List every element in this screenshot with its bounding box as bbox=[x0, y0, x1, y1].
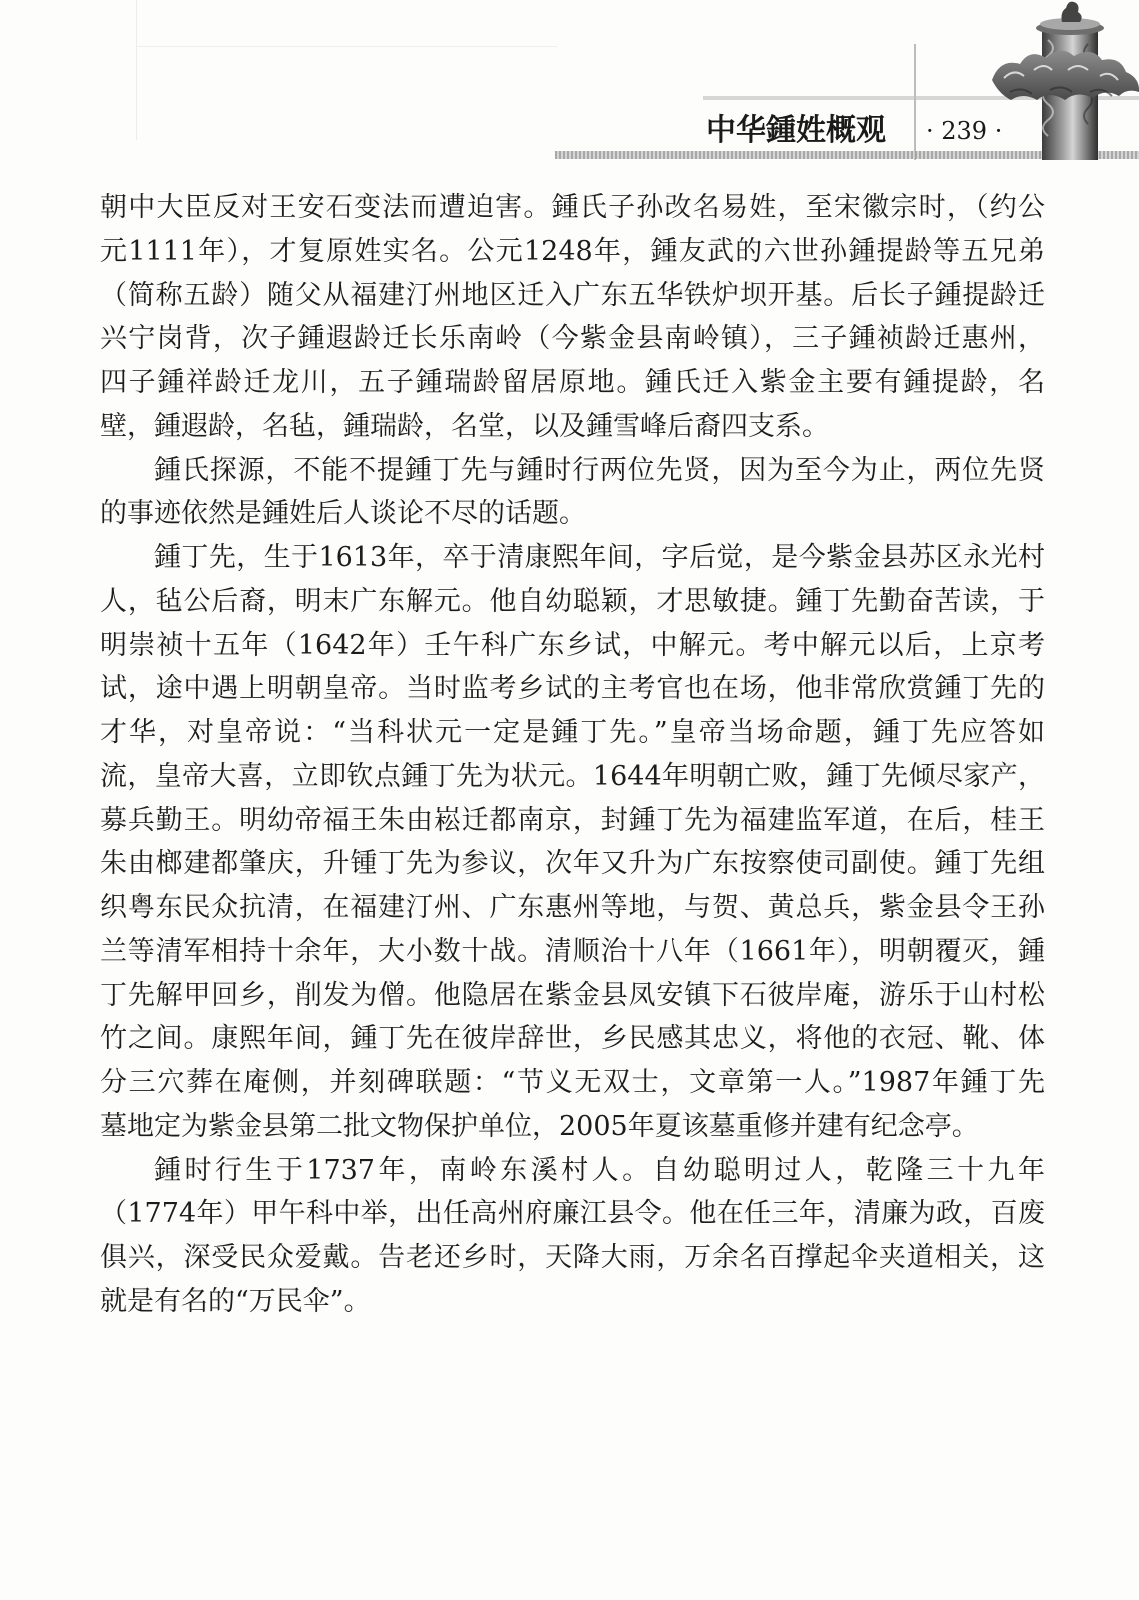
text-line: 兴宁岗背，次子鍾遐龄迁长乐南岭（今紫金县南岭镇），三子鍾祯龄迁惠州， bbox=[100, 323, 1045, 355]
huabiao-pillar-icon bbox=[990, 0, 1139, 160]
text-line: 的事迹依然是鍾姓后人谈论不尽的话题。 bbox=[100, 498, 586, 530]
text-line: 才华，对皇帝说：“当科状元一定是鍾丁先。”皇帝当场命题，鍾丁先应答如 bbox=[100, 717, 1045, 748]
text-line: 俱兴，深受民众爱戴。告老还乡时，天降大雨，万余名百撑起伞夹道相关，这 bbox=[100, 1242, 1045, 1273]
text-line: 朝中大臣反对王安石变法而遭迫害。鍾氏子孙改名易姓，至宋徽宗时，（约公 bbox=[100, 192, 1045, 223]
text-line: 鍾丁先，生于1613年，卒于清康熙年间，字后觉，是今紫金县苏区永光村 bbox=[154, 542, 1045, 573]
text-line: 兰等清军相持十余年，大小数十战。清顺治十八年（1661年），明朝覆灭，鍾 bbox=[100, 935, 1045, 967]
text-line: 鍾氏探源，不能不提鍾丁先与鍾时行两位先贤，因为至今为止，两位先贤 bbox=[154, 454, 1045, 486]
book-title: 中华鍾姓概观 bbox=[706, 113, 886, 148]
text-line: （1774年）甲午科中举，出任高州府廉江县令。他在任三年，清廉为政，百废 bbox=[100, 1198, 1045, 1230]
text-line: （简称五龄）随父从福建汀州地区迁入广东五华铁炉坝开基。后长子鍾提龄迁 bbox=[100, 279, 1045, 311]
text-line: 竹之间。康熙年间，鍾丁先在彼岸辞世，乡民感其忠义，将他的衣冠、靴、体 bbox=[100, 1023, 1045, 1055]
body-text bbox=[100, 186, 1045, 1324]
text-line: 流，皇帝大喜，立即钦点鍾丁先为状元。1644年明朝亡败，鍾丁先倾尽家产， bbox=[100, 760, 1045, 792]
text-line: 试，途中遇上明朝皇帝。当时监考乡试的主考官也在场，他非常欣赏鍾丁先的 bbox=[100, 673, 1045, 705]
text-line: 明崇祯十五年（1642年）壬午科广东乡试，中解元。考中解元以后，上京考 bbox=[100, 629, 1045, 661]
text-line: 元1111年），才复原姓实名。公元1248年，鍾友武的六世孙鍾提龄等五兄弟 bbox=[100, 235, 1045, 267]
page-number: · 239 · bbox=[926, 117, 1003, 145]
text-line: 墓地定为紫金县第二批文物保护单位，2005年夏该墓重修并建有纪念亭。 bbox=[100, 1110, 979, 1142]
text-line: 四子鍾祥龄迁龙川，五子鍾瑞龄留居原地。鍾氏迁入紫金主要有鍾提龄，名 bbox=[100, 367, 1045, 398]
paragraph bbox=[100, 1149, 1045, 1324]
header-divider bbox=[914, 44, 916, 160]
text-line: 丁先解甲回乡，削发为僧。他隐居在紫金县凤安镇下石彼岸庵，游乐于山村松 bbox=[100, 979, 1045, 1011]
text-line: 人，毡公后裔，明末广东解元。他自幼聪颖，才思敏捷。鍾丁先勤奋苦读，于 bbox=[100, 585, 1045, 617]
text-line: 朱由榔建都肇庆，升锺丁先为参议，次年又升为广东按察使司副使。鍾丁先组 bbox=[100, 848, 1045, 880]
paragraph bbox=[100, 449, 1045, 537]
text-line: 就是有名的“万民伞”。 bbox=[100, 1285, 371, 1317]
text-line: 募兵勤王。明幼帝福王朱由崧迁都南京，封鍾丁先为福建监军道，在后，桂王 bbox=[100, 804, 1045, 836]
paragraph bbox=[100, 186, 1045, 449]
text-line: 织粤东民众抗清，在福建汀州、广东惠州等地，与贺、黄总兵，紫金县令王孙 bbox=[100, 892, 1045, 923]
text-line: 分三穴葬在庵侧，并刻碑联题：“节义无双士，文章第一人。”1987年鍾丁先 bbox=[100, 1067, 1045, 1098]
scan-artifact-vertical-line bbox=[136, 0, 137, 140]
paragraph bbox=[100, 536, 1045, 1149]
text-line: 壁，鍾遐龄，名毡，鍾瑞龄，名堂，以及鍾雪峰后裔四支系。 bbox=[100, 410, 829, 442]
text-line: 鍾时行生于1737年，南岭东溪村人。自幼聪明过人，乾隆三十九年 bbox=[154, 1154, 1045, 1186]
scan-artifact-horizontal-line bbox=[137, 46, 557, 47]
